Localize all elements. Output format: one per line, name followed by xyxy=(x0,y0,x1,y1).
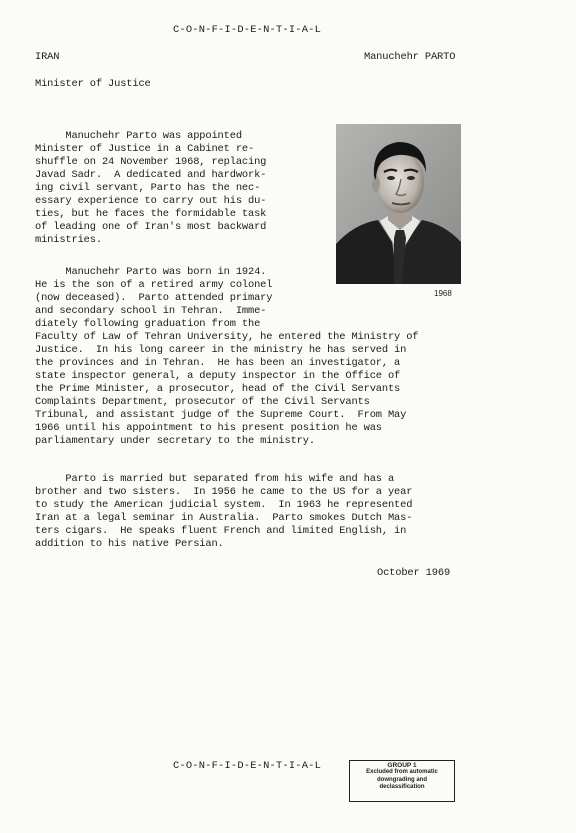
stamp-line: GROUP 1 xyxy=(387,762,417,769)
text-line: 1966 until his appointment to his present position he was xyxy=(35,422,382,434)
text-line: of leading one of Iran's most backward xyxy=(35,221,267,233)
text-line: Iran at a legal seminar in Australia. Parto smokes Dutch Mas- xyxy=(35,512,413,524)
text-line: Tribunal, and assistant judge of the Supreme Court. From May xyxy=(35,409,407,421)
text-line: Parto is married but separated from his wife and has a xyxy=(35,473,395,485)
text-line: Minister of Justice in a Cabinet re- xyxy=(35,143,255,155)
text-line: the Prime Minister, a prosecutor, head of the Civil Servants xyxy=(35,383,401,395)
text-line: He is the son of a retired army colonel xyxy=(35,279,273,291)
declassification-stamp xyxy=(349,760,455,802)
text-line: diately following graduation from the xyxy=(35,318,261,330)
subject-name: Manuchehr PARTO xyxy=(364,51,456,63)
text-line: state inspector general, a deputy inspector in the Office of xyxy=(35,370,401,382)
text-line: ties, but he faces the formidable task xyxy=(35,208,267,220)
stamp-line: downgrading and xyxy=(377,776,427,783)
text-line: Faculty of Law of Tehran University, he entered the Ministry of xyxy=(35,331,419,343)
portrait-image xyxy=(336,124,461,284)
text-line: shuffle on 24 November 1968, replacing xyxy=(35,156,267,168)
text-line: parliamentary under secretary to the ministry. xyxy=(35,435,315,447)
text-line: addition to his native Persian. xyxy=(35,538,224,550)
text-line: Complaints Department, prosecutor of the Civil Servants xyxy=(35,396,370,408)
document-date: October 1969 xyxy=(377,567,451,579)
text-line: Javad Sadr. A dedicated and hardwork- xyxy=(35,169,267,181)
text-line: to study the American judicial system. In 1963 he represented xyxy=(35,499,413,511)
text-line: ministries. xyxy=(35,234,102,246)
text-line: Justice. In his long career in the ministry he has served in xyxy=(35,344,407,356)
position-title: Minister of Justice xyxy=(35,78,151,90)
text-line: the provinces and in Tehran. He has been an investigator, a xyxy=(35,357,401,369)
stamp-line: declassification xyxy=(379,784,425,791)
classification-bottom: C-O-N-F-I-D-E-N-T-I-A-L xyxy=(173,760,322,772)
country-label: IRAN xyxy=(35,51,60,63)
text-line: brother and two sisters. In 1956 he came to the US for a year xyxy=(35,486,413,498)
text-line: Manuchehr Parto was born in 1924. xyxy=(35,266,267,278)
text-line: ters cigars. He speaks fluent French and limited English, in xyxy=(35,525,407,537)
portrait-photo xyxy=(336,124,461,284)
text-line: and secondary school in Tehran. Imme- xyxy=(35,305,267,317)
text-line: Manuchehr Parto was appointed xyxy=(35,130,242,142)
text-line: (now deceased). Parto attended primary xyxy=(35,292,273,304)
stamp-line: Excluded from automatic xyxy=(366,769,438,776)
text-line: ing civil servant, Parto has the nec- xyxy=(35,182,261,194)
text-line: essary experience to carry out his du- xyxy=(35,195,267,207)
classification-top: C-O-N-F-I-D-E-N-T-I-A-L xyxy=(173,24,322,36)
photo-caption: 1968 xyxy=(434,289,452,298)
